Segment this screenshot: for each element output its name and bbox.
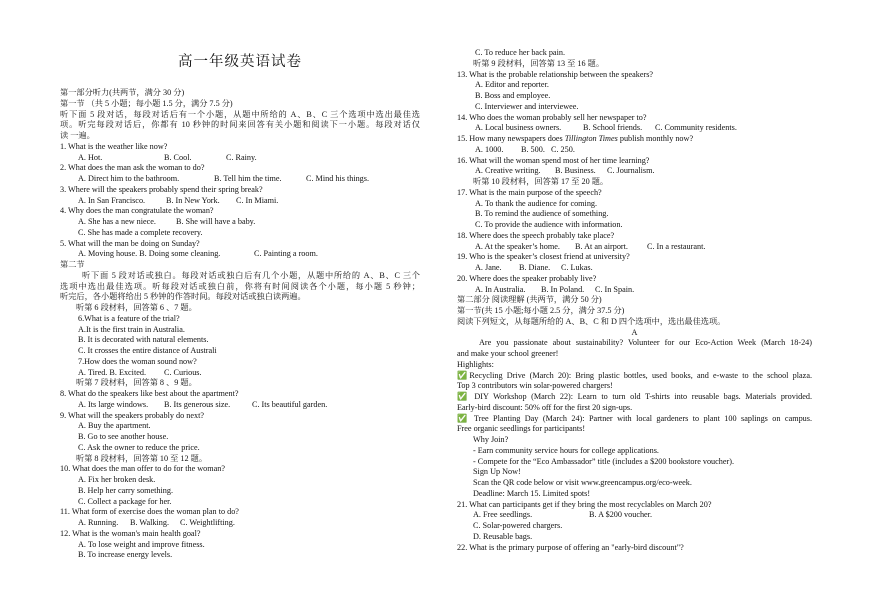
text-line: B. Boss and employee. [475,91,551,100]
answer-option: A. In San Francisco. [78,195,146,205]
text-line [60,196,420,206]
answer-option: C. 250. [551,144,575,154]
answer-option: C. In Spain. [595,284,635,294]
text-line: Scan the QR code below or visit www.greencampus.org/eco-week. [473,478,692,487]
text-line [457,510,812,520]
answer-option: C. Rainy. [226,152,257,162]
text-line: 2. What does the man ask the woman to do? [60,163,205,173]
text-line: ✅ DIY Workshop (March 22): Learn to turn old T-shirts into reusable bags. Materials provided. [457,392,812,401]
text-line [457,285,812,295]
text-line: C. It crosses the entire distance of Australi [78,346,217,355]
text-line [60,217,420,227]
text-line: A. Fix her broken desk. [78,475,156,484]
answer-option: A. In Australia. [475,284,526,294]
answer-option: A. Direct him to the bathroom. [78,174,180,183]
answer-option: A. Jane. [475,263,502,272]
text-line: B. To remind the audience of something. [475,209,609,219]
text-line: D. Reusable bags. [473,531,533,541]
text-line: 第一部分听力(共两节，满分 30 分) [60,88,185,97]
answer-option: A. Moving house. B. Doing some cleaning. [78,249,221,259]
text-line: C. To provide the audience with information. [475,220,623,229]
text-line: Why Join? [473,435,509,444]
text-line: Deadline: March 15. Limited spots! [473,488,591,498]
text-line: 4. Why does the man congratulate the woman? [60,206,214,216]
answer-option: C. Community residents. [655,123,737,133]
answer-option: C. Journalism. [607,166,655,176]
answer-option: B. She will have a baby. [176,217,256,226]
answer-option: B. At an airport. [575,241,628,251]
answer-option: B. Its generous size. [164,399,231,409]
page-title: 高一年级英语试卷 [178,54,302,70]
answer-option: A. Hot. [78,152,103,162]
answer-option: C. In Miami. [236,195,279,205]
text-line: Free organic seedlings for participants! [457,424,586,434]
text-line [60,518,420,528]
text-line: 听下面 5 段对话，每段对话后有一个小题，从题中所给的 A、B、C 三个选项中选出最佳选 [60,109,420,119]
answer-option: A. At the speaker’s home. [475,241,560,251]
text-line: A [631,327,638,337]
text-line: - Earn community service hours for college applications. [473,445,659,455]
text-line: 第一节 （共 5 小题；每小题 1.5 分，满分 7.5 分) [60,98,233,108]
text-line: 8. What do the speakers like best about the apartment? [60,389,239,398]
text-line: 13. What is the probable relationship between the speakers? [457,69,654,79]
answer-option: B. Cool. [164,152,192,162]
text-line: 听完后，各小题将给出 5 秒钟的作答时间。每段对话或独白读两遍。 [60,292,306,302]
text-line: C. Interviewer and interviewee. [475,101,579,111]
text-line [457,263,812,273]
text-line: C. Collect a package for her. [78,496,172,506]
text-line: Early-bird discount: 50% off for the first 20 sign-ups. [457,402,633,412]
answer-option: C. Lukas. [561,263,593,272]
text-line [457,123,812,133]
text-line: 听第 10 段材料，回答第 17 至 20 题。 [473,177,609,186]
answer-option: C. Painting a room. [254,249,318,259]
text-line: A. To thank the audience for coming. [475,198,598,208]
answer-option: B. 500. [521,144,545,154]
text-line: 12. What is the woman's main health goal? [60,528,201,538]
text-line: 9. What will the speakers probably do next? [60,410,205,420]
text-line [60,174,420,184]
answer-option: B. School friends. [583,123,643,133]
answer-option: A. Tired. B. Excited. [78,367,147,377]
answer-option: B. In Poland. [541,284,585,294]
text-line: A. To lose weight and improve fitness. [78,539,205,549]
text-line: A. Editor and reporter. [475,80,549,90]
answer-option: A. Its large windows. [78,399,149,409]
text-line: 17. What is the main purpose of the speech? [457,187,602,197]
text-line: 听第 7 段材料，回答第 8 、9 题。 [76,378,197,388]
answer-option: A. She has a new niece. [78,217,156,226]
text-line: Highlights: [457,359,494,369]
text-line: B. It is decorated with natural elements. [78,335,209,345]
text-line: 11. What form of exercise does the woman plan to do? [60,507,239,517]
text-line: - Compete for the “Eco Ambassador” title (includes a $200 bookstore voucher). [473,456,735,466]
text-line: 第一节(共 15 小题;每小题 2.5 分，满分 37.5 分) [457,306,625,315]
text-line: Top 3 contributors win solar-powered chargers! [457,381,613,391]
text-line: 7.How does the woman sound now? [78,356,197,366]
text-line: B. Go to see another house. [78,432,169,441]
text-line: 听下面 5 段对话或独白。每段对话或独白后有几个小题，从题中所给的 A、B、C 三个 [82,270,420,280]
text-line: C. She has made a complete recovery. [78,227,203,237]
text-line: 项。听完每段对话后，你都有 10 秒钟的时间来回答有关小题和阅读下一小题。每段对话仅 [60,120,420,130]
text-line: 选项中选出最佳选项。听每段对话或独白前，你将有时间阅读各个小题，每小题 5 秒钟； [60,281,420,291]
text-line: A.It is the first train in Australia. [78,324,185,334]
text-line [60,249,420,259]
text-line: 15. How many newspapers does Tillington Times publish monthly now? [457,134,694,143]
answer-option: B. Walking. [130,518,169,527]
answer-option: B. In New York. [166,195,220,205]
text-line: 16. What will the woman spend most of her time learning? [457,155,650,165]
text-line: A. Buy the apartment. [78,421,151,431]
answer-option: C. Curious. [164,367,202,377]
answer-option: B. A $200 voucher. [589,510,652,520]
text-line: ✅ Tree Planting Day (March 24): Partner with local gardeners to plant 100 saplings on campus. [457,413,812,423]
text-line: and make your school greener! [457,349,559,358]
text-line: 听第 6 段材料，回答第 6 、7 题。 [76,303,197,312]
text-line: 5. What will the man be doing on Sunday? [60,238,200,248]
text-line: 6.What is a feature of the trial? [78,313,180,323]
text-line [457,166,812,176]
text-line [60,368,420,378]
text-line: 19. Who is the speaker’s closest friend at university? [457,252,630,262]
answer-option: C. In a restaurant. [647,241,706,251]
text-line: 第二节 [60,260,85,269]
text-line: ✅Recycling Drive (March 20): Bring plastic bottles, used books, and e-waste to the school plaza. [457,370,812,380]
answer-option: A. 1000. [475,144,504,154]
text-line: Are you passionate about sustainability? Volunteer for our Eco-Action Week (March 18-24) [479,338,812,348]
text-line: 阅读下列短文，从每题所给的 A、B、C 和 D 四个选项中，选出最佳选项。 [457,316,726,326]
answer-option: C. Its beautiful garden. [252,399,328,409]
text-line: 21. What can participants get if they bring the most recyclables on March 20? [457,499,712,509]
answer-option: B. Business. [555,166,596,176]
text-line: Sign Up Now! [473,467,521,477]
text-line [60,400,420,410]
text-line: 3. Where will the speakers probably spend their spring break? [60,184,263,194]
answer-option: C. Weightlifting. [180,518,235,527]
text-line: 第二部分 阅读理解 (共两节，满分 50 分) [457,295,602,305]
text-line: 10. What does the man offer to do for the woman? [60,464,225,474]
answer-option: A. Creative writing. [475,166,541,176]
text-line: 读 一遍。 [60,131,95,140]
text-line: C. To reduce her back pain. [475,48,565,57]
text-line: B. To increase energy levels. [78,550,173,560]
text-line [457,145,812,155]
answer-option: C. Mind his things. [306,174,370,183]
answer-option: B. Diane. [519,263,551,272]
text-line: 20. Where does the speaker probably live? [457,273,597,283]
text-line: 14. Who does the woman probably sell her newspaper to? [457,112,647,122]
text-line: 22. What is the primary purpose of offering an "early-bird discount"? [457,542,684,552]
text-line: C. Ask the owner to reduce the price. [78,442,200,452]
answer-option: A. Running. [78,518,119,527]
text-line [457,242,812,252]
text-line: 听第 9 段材料，回答第 13 至 16 题。 [473,58,605,68]
text-line: C. Solar-powered chargers. [473,521,563,530]
text-line: B. Help her carry something. [78,485,174,495]
newspaper-title: Tillington Times [564,134,618,143]
text-line: 1. What is the weather like now? [60,141,168,151]
text-line: 听第 8 段材料，回答第 10 至 12 题。 [76,453,208,463]
answer-option: A. Free seedlings. [473,510,533,520]
text-line [60,153,420,163]
text-line: 18. Where does the speech probably take place? [457,230,615,240]
answer-option: A. Local business owners. [475,123,562,133]
answer-option: B. Tell him the time. [214,174,282,183]
